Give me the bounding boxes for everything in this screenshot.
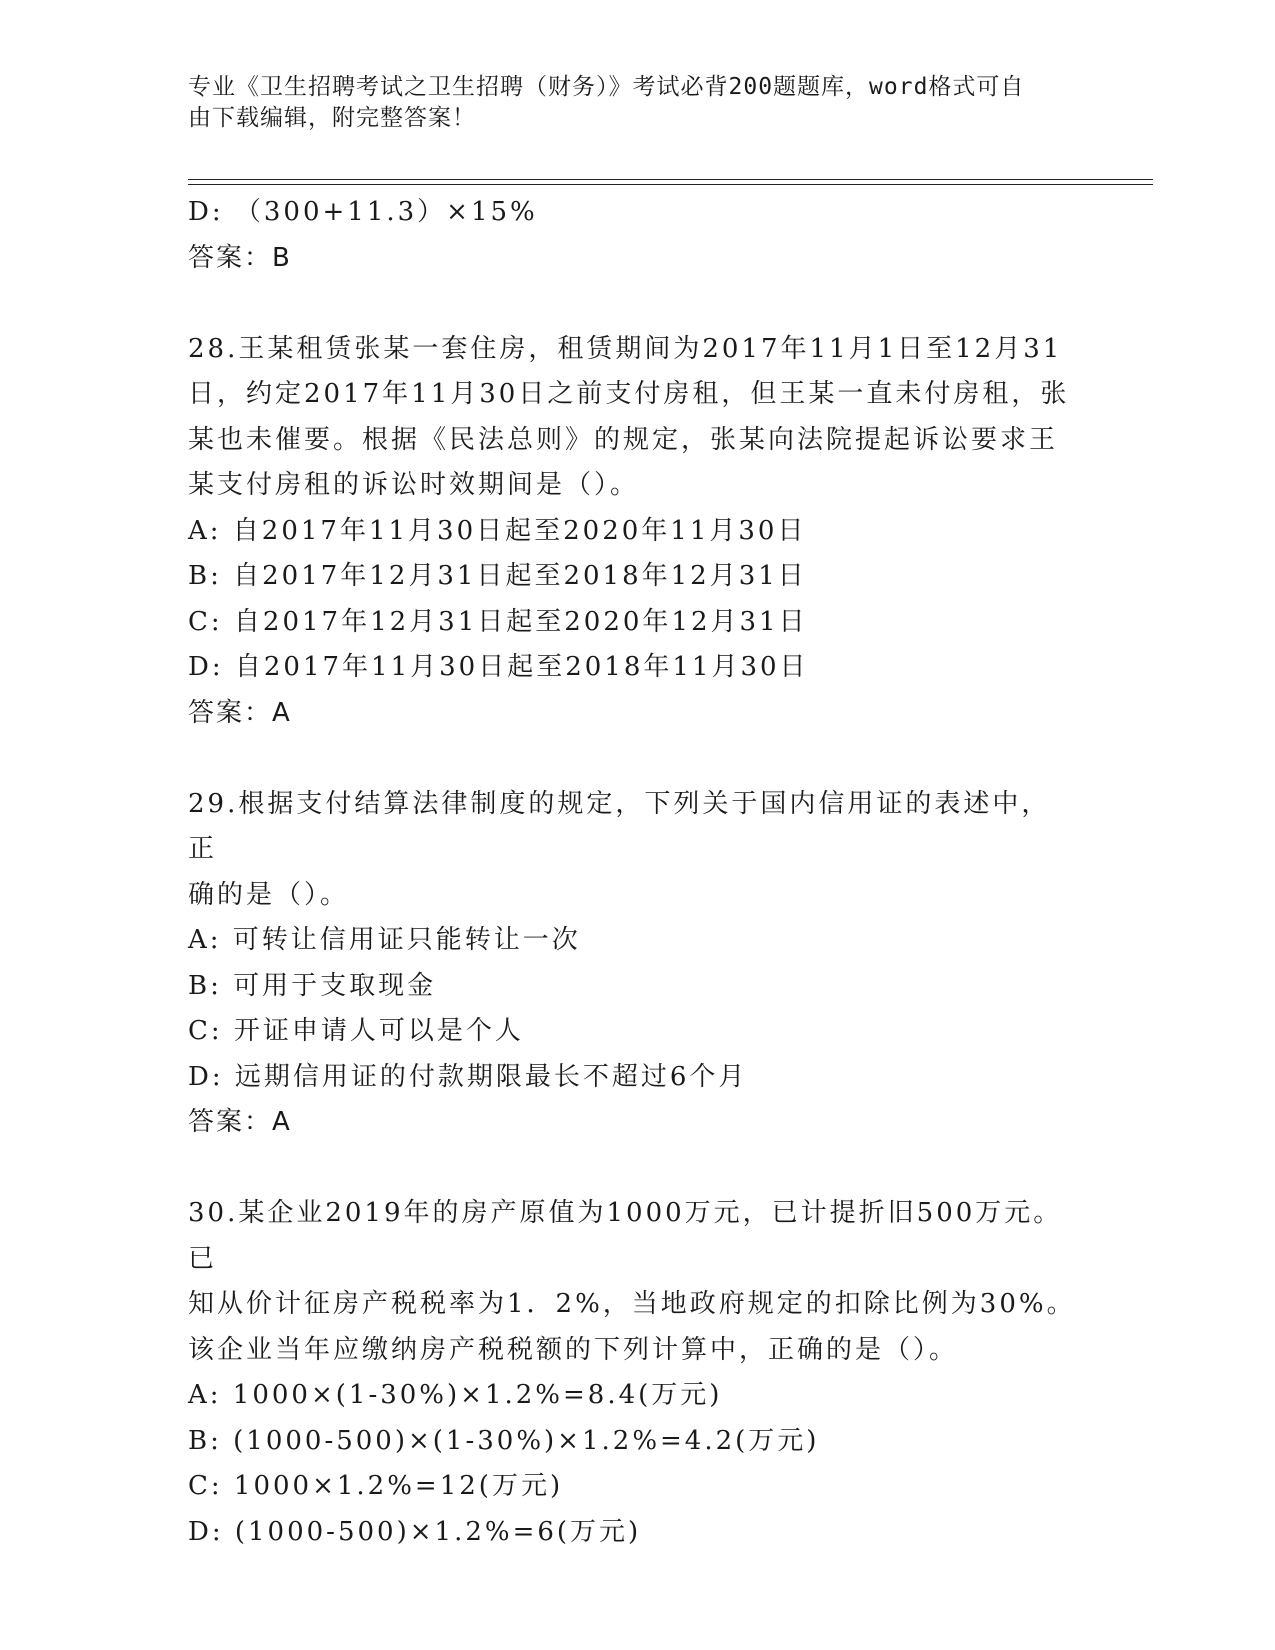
document-body: [188, 190, 1078, 1555]
option-c: C: 1000×1.2%=12(万元): [188, 1471, 564, 1501]
question-text-line: 确的是（）。: [188, 879, 350, 910]
question-text-line: 某也未催要。根据《民法总则》的规定，张某向法院提起诉讼要求王: [188, 424, 1059, 455]
option-a: A: 自2017年11月30日起至2020年11月30日: [188, 515, 807, 546]
answer-line: 答案：A: [188, 1107, 292, 1137]
question-text-line: 日，约定2017年11月30日之前支付房租，但王某一直未付房租，张: [188, 379, 1070, 409]
header-divider-bottom: [188, 184, 1153, 185]
option-b: B: 可用于支取现金: [188, 970, 437, 1001]
spacer: [188, 736, 1078, 782]
question-27-tail: [188, 190, 1078, 281]
question-text-line: 28.王某租赁张某一套住房，租赁期间为2017年11月1日至12月31: [188, 333, 1063, 364]
question-text-line: 某支付房租的诉讼时效期间是（）。: [188, 470, 640, 500]
page-header: [188, 72, 1088, 134]
header-divider-top: [188, 179, 1153, 180]
answer-line: 答案：B: [188, 242, 292, 273]
option-b: B: 自2017年12月31日起至2018年12月31日: [188, 561, 807, 591]
option-a: A: 可转让信用证只能转让一次: [188, 925, 581, 955]
question-28: [188, 327, 1078, 737]
question-text-line: 29.根据支付结算法律制度的规定，下列关于国内信用证的表述中，正: [188, 788, 1051, 864]
option-d: D: （300+11.3）×15%: [188, 197, 538, 227]
answer-line: 答案：A: [188, 697, 292, 728]
option-d: D: (1000-500)×1.2%=6(万元): [188, 1516, 642, 1547]
question-text-line: 30.某企业2019年的房产原值为1000万元，已计提折旧500万元。已: [188, 1198, 1063, 1274]
spacer: [188, 1146, 1078, 1192]
header-title-line-2: 由下载编辑，附完整答案！: [188, 105, 476, 131]
option-d: D: 远期信用证的付款期限最长不超过6个月: [188, 1061, 748, 1092]
spacer: [188, 281, 1078, 327]
question-29: [188, 782, 1078, 1146]
question-30: [188, 1191, 1078, 1555]
header-title-line-1: 专业《卫生招聘考试之卫生招聘（财务）》考试必背200题题库，word格式可自: [188, 74, 1025, 100]
option-c: C: 自2017年12月31日起至2020年12月31日: [188, 606, 808, 637]
option-c: C: 开证申请人可以是个人: [188, 1016, 524, 1046]
question-text-line: 该企业当年应缴纳房产税税额的下列计算中，正确的是（）。: [188, 1334, 959, 1365]
option-a: A: 1000×(1-30%)×1.2%=8.4(万元): [188, 1380, 723, 1410]
option-b: B: (1000-500)×(1-30%)×1.2%=4.2(万元): [188, 1425, 820, 1456]
option-d: D: 自2017年11月30日起至2018年11月30日: [188, 652, 809, 682]
question-text-line: 知从价计征房产税税率为1．2%，当地政府规定的扣除比例为30%。: [188, 1289, 1076, 1319]
